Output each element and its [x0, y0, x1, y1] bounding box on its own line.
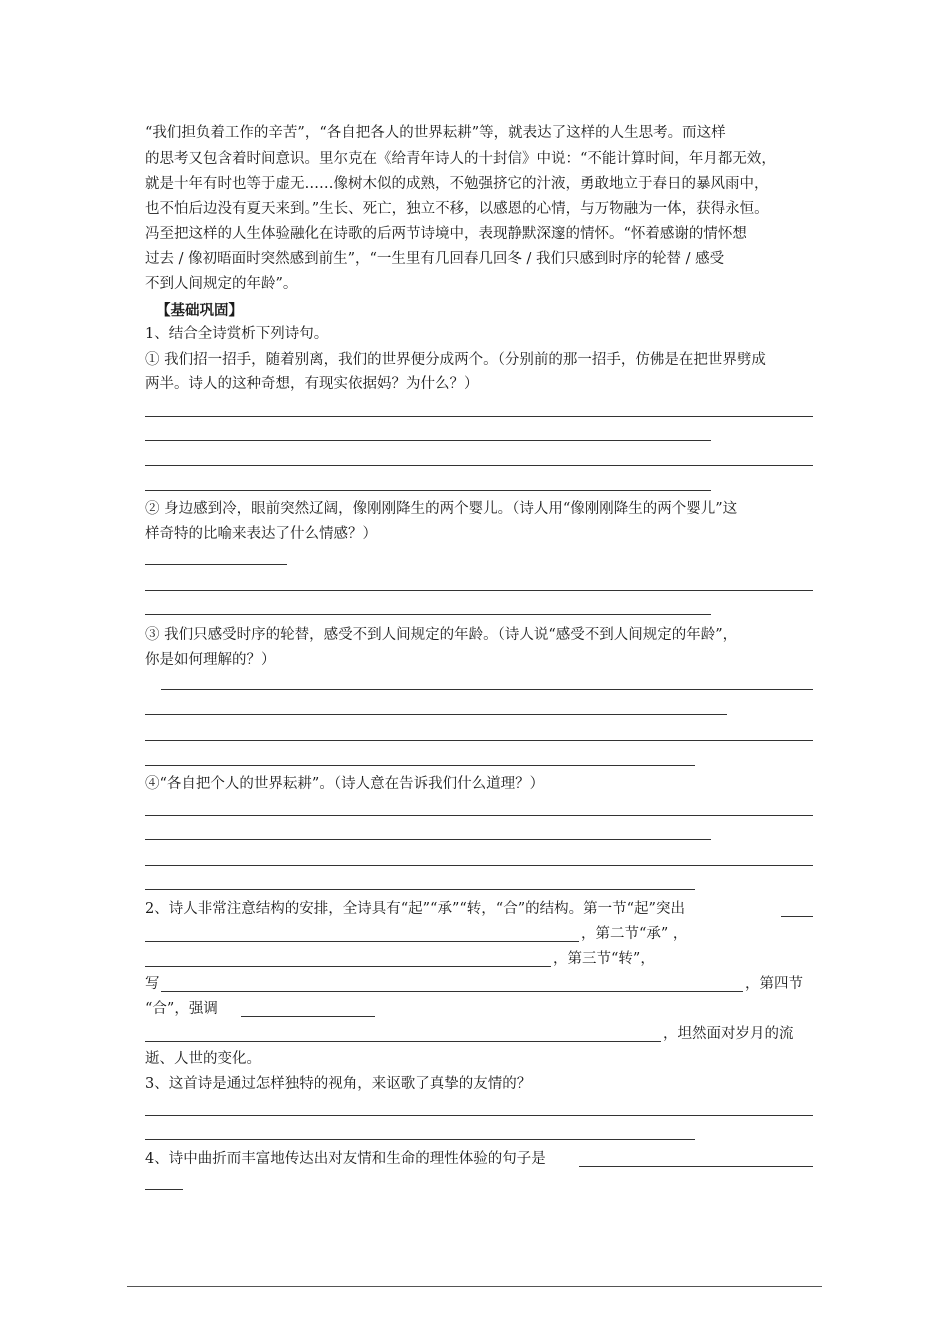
intro-line: 冯至把这样的人生体验融化在诗歌的后两节诗境中，表现静默深邃的情怀。“怀着感谢的情怀想: [145, 226, 747, 242]
question-1-2-text: 样奇特的比喻来表达了什么情感？）: [145, 526, 377, 542]
question-1-4-text: ④“各自把个人的世界耘耕”。（诗人意在告诉我们什么道理？）: [145, 776, 545, 792]
question-2-text: ，第四节: [745, 976, 803, 992]
section-heading: 【基础巩固】: [156, 302, 243, 319]
answer-line[interactable]: [145, 865, 813, 866]
question-2-text: 写: [145, 976, 160, 992]
question-2-text: 2、诗人非常注意结构的安排，全诗具有“起”“承”“转，“合”的结构。第一节“起”突出: [145, 901, 685, 917]
footer-divider: [127, 1286, 822, 1287]
question-2-text: “合”，强调: [145, 1001, 218, 1017]
fill-blank[interactable]: [781, 916, 813, 917]
answer-line[interactable]: [145, 839, 711, 840]
question-2-text: ，第三节“转”，: [553, 951, 655, 967]
question-1-1-text: 两半。诗人的这种奇想，有现实依据妈？为什么？）: [145, 376, 479, 392]
answer-line[interactable]: [145, 1115, 813, 1116]
answer-line[interactable]: [145, 416, 813, 417]
question-2-text: 逝、人世的变化。: [145, 1051, 261, 1067]
answer-line[interactable]: [145, 740, 813, 741]
answer-line[interactable]: [145, 815, 813, 816]
question-4-stem: 4、诗中曲折而丰富地传达出对友情和生命的理性体验的句子是: [145, 1151, 546, 1167]
answer-line[interactable]: [145, 564, 287, 565]
fill-blank[interactable]: [145, 966, 551, 967]
question-1-stem: 1、结合全诗赏析下列诗句。: [145, 326, 329, 342]
fill-blank[interactable]: [579, 1166, 813, 1167]
fill-blank[interactable]: [145, 1041, 661, 1042]
fill-blank[interactable]: [161, 991, 743, 992]
question-1-3-text: ③ 我们只感受时序的轮替，感受不到人间规定的年龄。（诗人说“感受不到人间规定的年龄”，: [145, 627, 738, 643]
answer-line[interactable]: [145, 490, 711, 491]
intro-line: 的思考又包含着时间意识。里尔克在《给青年诗人的十封信》中说：“不能计算时间，年月都无效，: [145, 151, 776, 167]
answer-line[interactable]: [145, 465, 813, 466]
answer-line[interactable]: [145, 714, 727, 715]
answer-line[interactable]: [161, 689, 813, 690]
question-2-text: ，坦然面对岁月的流: [663, 1026, 794, 1042]
question-1-3-text: 你是如何理解的？）: [145, 652, 276, 668]
answer-line[interactable]: [145, 590, 813, 591]
question-3-stem: 3、这首诗是通过怎样独特的视角，来讴歌了真挚的友情的？: [145, 1076, 532, 1092]
fill-blank[interactable]: [145, 941, 579, 942]
question-1-1-text: ① 我们招一招手，随着别离，我们的世界便分成两个。（分别前的那一招手，仿佛是在把世界劈成: [145, 352, 766, 368]
fill-blank[interactable]: [145, 1189, 183, 1190]
answer-line[interactable]: [145, 889, 695, 890]
intro-line: “我们担负着工作的辛苦”，“各自把各人的世界耘耕”等，就表达了这样的人生思考。而这样: [145, 125, 726, 141]
intro-line: 也不怕后边没有夏天来到。”生长、死亡，独立不移，以感恩的心情，与万物融为一体，获得永恒。: [145, 201, 769, 217]
answer-line[interactable]: [145, 614, 711, 615]
answer-line[interactable]: [145, 440, 711, 441]
fill-blank[interactable]: [241, 1016, 375, 1017]
answer-line[interactable]: [145, 1139, 695, 1140]
intro-line: 就是十年有时也等于虚无……像树木似的成熟，不勉强挤它的汁液，勇敢地立于春日的暴风雨中，: [145, 176, 769, 192]
intro-line: 不到人间规定的年龄”。: [145, 276, 298, 292]
intro-line: 过去 / 像初晤面时突然感到前生”，“一生里有几回春几回冬 / 我们只感到时序的轮替 / 感受: [145, 251, 725, 267]
question-2-text: ，第二节“承” ，: [581, 926, 688, 942]
answer-line[interactable]: [145, 765, 695, 766]
question-1-2-text: ② 身边感到冷，眼前突然辽阔，像刚刚降生的两个婴儿。（诗人用“像刚刚降生的两个婴儿”这: [145, 501, 738, 517]
